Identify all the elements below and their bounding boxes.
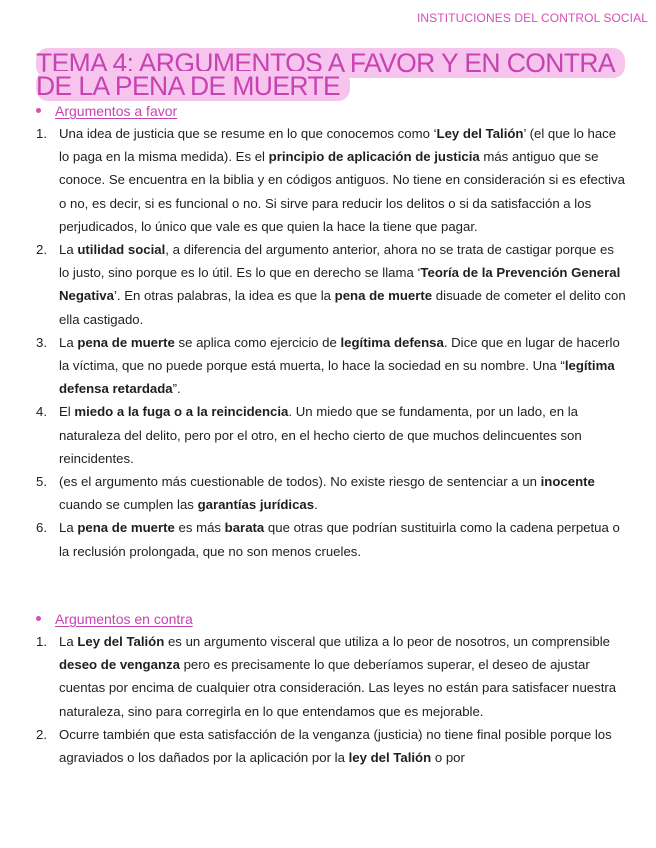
text-run: que otras que podrían sustituirla como la cadena perpetua o la reclusión prolongada, que no son menos crueles.	[59, 520, 620, 559]
bold-term: principio de aplicación de justicia	[268, 149, 480, 165]
bold-term: pena de muerte	[77, 520, 175, 536]
text-run: La	[59, 242, 78, 258]
text-run: . Dice que en lugar de hacerlo la víctima, que no puede porque está muerta, lo hace la sociedad en su nombre. Una “	[59, 334, 620, 374]
section-heading-contra	[36, 611, 193, 627]
list-item-number: 3.	[36, 334, 47, 350]
text-run: más antiguo que se conoce. Se encuentra en la biblia y en códigos antiguos. No tiene en consideración si es efectiva o no, es decir, si es funcional o no. Si sirve para reducir los delitos o si da satisfacción a los perjudicados, lo único que vale es que quien la hace la tiene que pagar.	[59, 149, 625, 234]
list-item	[36, 630, 626, 723]
text-run: ’ (el que lo hace lo paga en la misma medida). Es el	[59, 126, 617, 165]
list-item-number: 5.	[36, 474, 47, 490]
bold-term: Ley del Talión	[77, 634, 165, 649]
text-run: disuade de cometer el delito con ella castigado.	[59, 288, 626, 327]
text-run: La	[59, 520, 78, 536]
text-run: ’. En otras palabras, la idea es que la	[113, 288, 335, 304]
text-run: es un argumento visceral que utiliza a lo peor de nosotros, un comprensible	[164, 634, 611, 649]
bold-term: legítima defensa	[340, 334, 444, 350]
bold-term: barata	[224, 520, 265, 536]
list-item	[36, 723, 626, 769]
bold-term: inocente	[540, 474, 595, 490]
page-title	[36, 48, 636, 101]
section-heading-favor	[36, 103, 177, 119]
text-run: El	[59, 404, 75, 420]
text-run: Una idea de justicia que se resume en lo que conocemos como ‘	[59, 126, 437, 141]
section-heading-label: Argumentos a favor	[55, 103, 178, 119]
list-item-number: 2.	[36, 242, 47, 258]
page-title-text: TEMA 4: ARGUMENTOS A FAVOR Y EN CONTRA DE LA PENA DE MUERTE	[36, 48, 625, 101]
list-item	[36, 516, 626, 562]
list-item-number: 1.	[36, 126, 47, 141]
list-item-number: 1.	[36, 634, 47, 649]
bullet-icon	[36, 616, 41, 621]
list-item	[36, 122, 626, 238]
list-item	[36, 470, 626, 516]
text-run: es más	[174, 520, 225, 536]
text-run: La	[59, 634, 78, 649]
list-favor	[36, 122, 626, 563]
bold-term: deseo de venganza	[59, 657, 180, 673]
text-run: Ocurre también que esta satisfacción de la venganza (justicia) no tiene final posible porque los agraviados o los dañados por la aplicación por la	[59, 726, 612, 766]
list-item-number: 6.	[36, 520, 47, 536]
bold-term: pena de muerte	[334, 288, 433, 304]
bold-term: garantías jurídicas	[197, 497, 315, 513]
bold-term: pena de muerte	[77, 334, 175, 350]
list-item-number: 2.	[36, 726, 47, 742]
text-run: La	[59, 334, 78, 350]
text-run: pero es precisamente lo que deberíamos superar, el deseo de ajustar cuentas por encima de cualquier otra consideración. Las leyes no están para satisfacer nuestra naturaleza, sino para corregirla en lo que entendamos que es mejorable.	[59, 657, 617, 719]
text-run: .	[314, 497, 318, 513]
bullet-icon	[36, 108, 41, 113]
text-run: (es el argumento más cuestionable de todos). No existe riesgo de sentenciar a un	[59, 474, 541, 490]
list-item	[36, 400, 626, 470]
bold-term: utilidad social	[77, 242, 166, 258]
bold-term: ley del Talión	[348, 750, 432, 766]
list-item	[36, 331, 626, 401]
text-run: , a diferencia del argumento anterior, ahora no se trata de castigar porque es lo justo, sino porque es lo útil. Es lo que en derecho se llama ‘	[59, 242, 614, 281]
text-run: cuando se cumplen las	[59, 497, 198, 513]
list-contra	[36, 630, 626, 769]
text-run: . Un miedo que se fundamenta, por un lado, en la naturaleza del delito, pero por el otro, en el hecho cierto de que muchos delincuentes son reincidentes.	[59, 404, 582, 466]
text-run: ”.	[172, 381, 181, 397]
bold-term: miedo a la fuga o a la reincidencia	[74, 404, 289, 420]
bold-term: Teoría de la Prevención General Negativa	[59, 265, 621, 304]
bold-term: legítima defensa retardada	[59, 358, 615, 397]
section-heading-label: Argumentos en contra	[55, 611, 193, 627]
text-run: se aplica como ejercicio de	[174, 334, 341, 350]
bold-term: Ley del Talión	[436, 126, 524, 141]
running-header: INSTITUCIONES DEL CONTROL SOCIAL	[416, 11, 648, 25]
list-item-number: 4.	[36, 404, 47, 420]
text-run: o por	[431, 750, 465, 766]
list-item	[36, 238, 626, 331]
